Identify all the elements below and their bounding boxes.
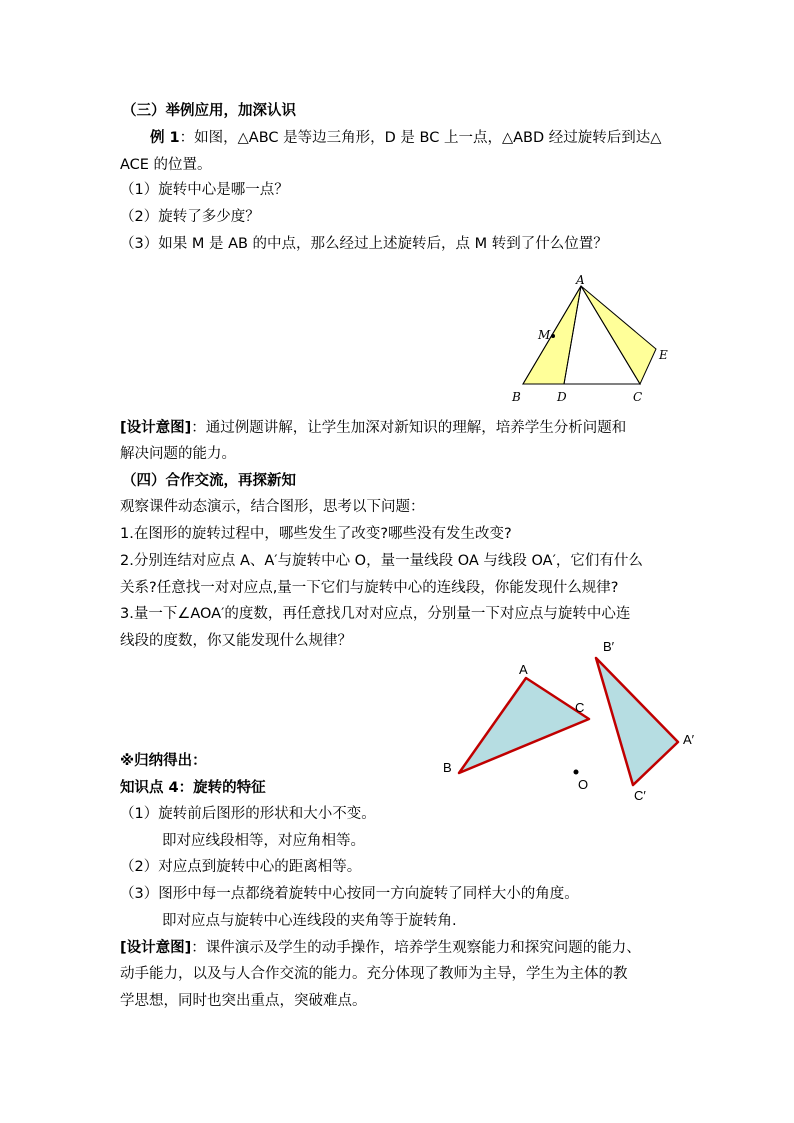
- point-m: [551, 334, 555, 338]
- section4-question-2-line2: 关系?任意找一对对应点,量一下它们与旋转中心的连线段，你能发现什么规律?: [120, 580, 619, 596]
- triangle-abc-rotated: [596, 658, 678, 785]
- feature-1: （1）旋转前后图形的形状和大小不变。: [120, 806, 376, 822]
- section4-question-2-line1: 2.分别连结对应点 A、A′与旋转中心 O，量一量线段 OA 与线段 OA′，它们有什么: [120, 553, 643, 569]
- label-a: A: [576, 273, 585, 287]
- figure1-svg: [500, 265, 680, 410]
- design-intent-1-line2: 解决问题的能力。: [120, 446, 236, 462]
- question-2: （2）旋转了多少度？: [120, 209, 260, 225]
- label-b-orig: B: [443, 760, 452, 775]
- label-e: E: [659, 348, 668, 362]
- label-c-orig: C: [575, 700, 585, 715]
- example-1-line1: [150, 128, 661, 148]
- figure2-svg: [430, 630, 710, 805]
- design-text-2a: ：课件演示及学生的动手操作，培养学生观察能力和探究问题的能力、: [191, 940, 641, 956]
- triangle-ace: [581, 286, 656, 384]
- section4-question-3-line1: 3.量一下∠AOA′的度数，再任意找几对对应点，分别量一下对应点与旋转中心连: [120, 606, 631, 622]
- feature-2: （2）对应点到旋转中心的距离相等。: [120, 859, 362, 875]
- figure-rotation-correspondence: [430, 630, 710, 805]
- example-1-line2: ACE 的位置。: [120, 157, 212, 173]
- label-b: B: [512, 390, 521, 404]
- question-1: （1）旋转中心是哪一点？: [120, 182, 289, 198]
- summary-heading: ※归纳得出：: [120, 753, 207, 769]
- label-c: C: [633, 390, 643, 404]
- label-c-prime: C′: [634, 788, 646, 803]
- label-a-prime: A′: [683, 732, 695, 747]
- label-b-prime: B′: [603, 639, 615, 654]
- section4-question-3-line2: 线段的度数，你又能发现什么规律？: [120, 633, 352, 649]
- question-3: （3）如果 M 是 AB 的中点，那么经过上述旋转后，点 M 转到了什么位置？: [120, 236, 608, 252]
- knowledge-point-heading: 知识点 4：旋转的特征: [120, 780, 266, 796]
- figure-equilateral-rotation: [500, 265, 680, 410]
- section3-heading: （三）举例应用，加深认识: [122, 103, 296, 119]
- design-intent-1-line1: [120, 418, 626, 438]
- label-a-orig: A: [519, 662, 528, 677]
- section4-question-1: 1.在图形的旋转过程中，哪些发生了改变?哪些没有发生改变?: [120, 526, 512, 542]
- section4-heading: （四）合作交流，再探新知: [122, 473, 296, 489]
- label-m: M: [538, 328, 551, 342]
- design-intent-2-line1: [120, 938, 641, 958]
- design-intent-2-line2: 动手能力，以及与人合作交流的能力。充分体现了教师为主导，学生为主体的教: [120, 966, 628, 982]
- feature-3: （3）图形中每一点都绕着旋转中心按同一方向旋转了同样大小的角度。: [120, 886, 579, 902]
- design-label-2: [设计意图]: [120, 940, 192, 956]
- design-intent-2-line3: 学思想，同时也突出重点，突破难点。: [120, 993, 367, 1009]
- design-label-1: [设计意图]: [120, 420, 192, 436]
- rotation-center-point: [574, 770, 579, 775]
- section4-intro: 观察课件动态演示，结合图形，思考以下问题：: [120, 499, 425, 515]
- example-text-1: ：如图，△ABC 是等边三角形，D 是 BC 上一点，△ABD 经过旋转后到达△: [179, 130, 662, 146]
- example-label: 例 1: [150, 130, 180, 146]
- feature-1-detail: 即对应线段相等，对应角相等。: [162, 833, 365, 849]
- feature-3-detail: 即对应点与旋转中心连线段的夹角等于旋转角.: [162, 913, 457, 929]
- triangle-abc-original: [459, 678, 589, 773]
- design-text-1a: ：通过例题讲解，让学生加深对新知识的理解，培养学生分析问题和: [191, 420, 627, 436]
- label-d: D: [557, 390, 567, 404]
- label-o: O: [578, 777, 589, 792]
